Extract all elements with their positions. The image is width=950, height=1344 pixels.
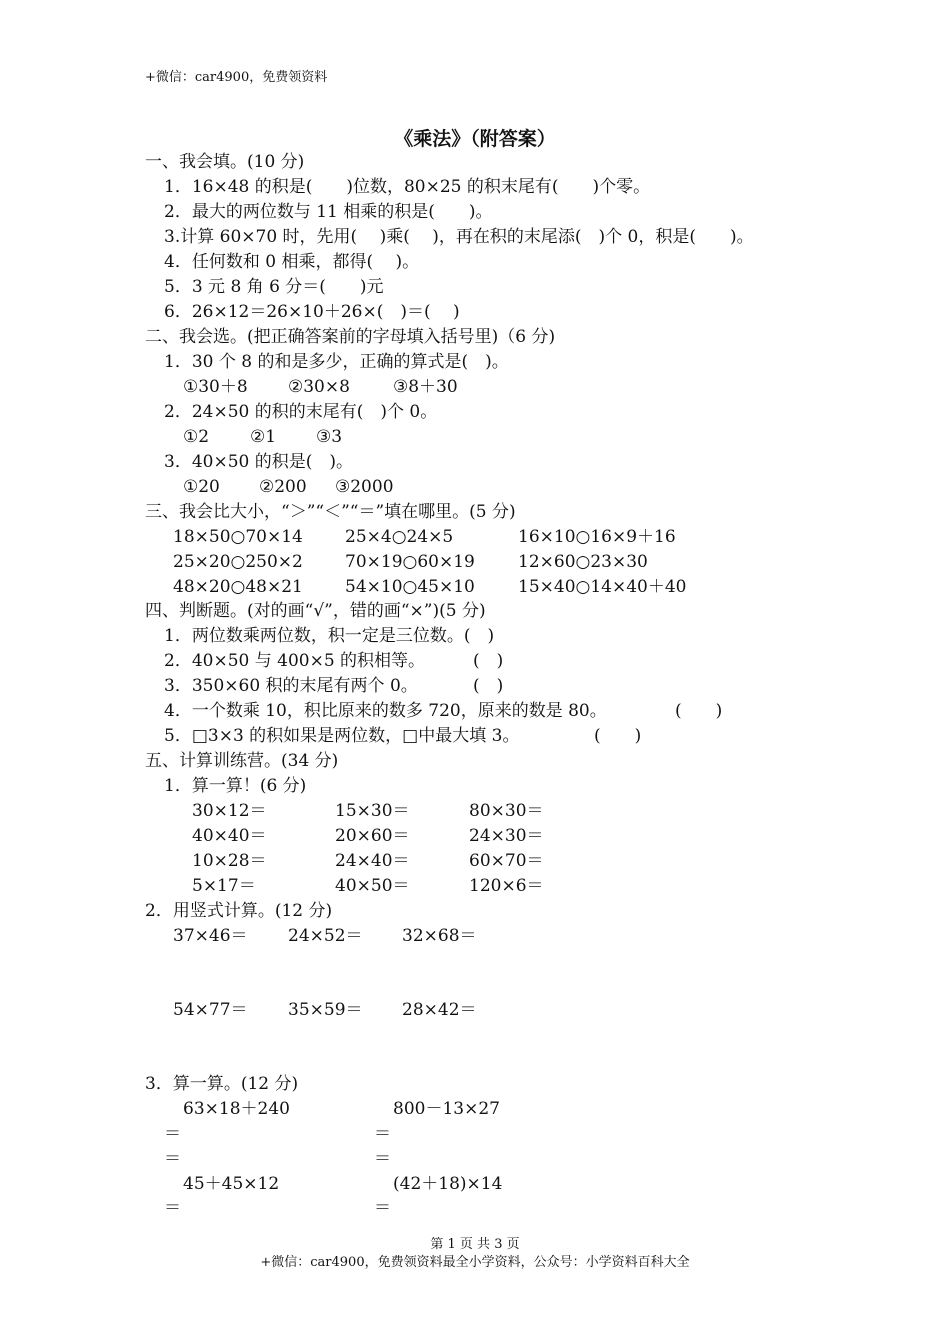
s2-q3-option-2: ②200 xyxy=(259,477,307,497)
calc-item: 10×28＝ xyxy=(192,851,267,871)
s1-question-6: 6．26×12＝26×10＋26×( )＝( ) xyxy=(164,302,460,322)
compare-item: 12×60○23×30 xyxy=(518,552,648,572)
section-2-heading: 二、我会选。(把正确答案前的字母填入括号里)（6 分) xyxy=(145,327,556,347)
s4-q3-bracket: ( ) xyxy=(473,676,504,696)
s4-q5-bracket: ( ) xyxy=(594,726,642,746)
page-number: 第 1 页 共 3 页 xyxy=(430,1237,520,1252)
s2-q1-option-1: ①30＋8 xyxy=(183,377,248,397)
equals-sign: ＝ xyxy=(164,1124,181,1144)
equals-sign: ＝ xyxy=(374,1124,391,1144)
expression-b: 800－13×27 xyxy=(393,1099,500,1119)
header-watermark: +微信：car4900，免费领资料 xyxy=(145,70,328,85)
section-5-heading: 五、计算训练营。(34 分) xyxy=(145,751,339,771)
section-4-heading: 四、判断题。(对的画“√”，错的画“×”)(5 分) xyxy=(145,601,486,621)
s2-question-3: 3．40×50 的积是( )。 xyxy=(164,452,353,472)
s2-q1-option-2: ②30×8 xyxy=(288,377,350,397)
section-3-heading: 三、我会比大小，“＞”“＜”“＝”填在哪里。(5 分) xyxy=(145,502,516,522)
calc-item: 60×70＝ xyxy=(469,851,544,871)
s4-question-1: 1．两位数乘两位数，积一定是三位数。( ) xyxy=(164,626,495,646)
calc-item: 30×12＝ xyxy=(192,801,267,821)
vertical-calc-item: 24×52＝ xyxy=(288,926,363,946)
compare-item: 25×4○24×5 xyxy=(345,527,454,547)
s4-q2-bracket: ( ) xyxy=(473,651,504,671)
vertical-calc-item: 37×46＝ xyxy=(173,926,248,946)
s2-q2-option-2: ②1 xyxy=(250,427,277,447)
s2-q2-option-3: ③3 xyxy=(316,427,343,447)
compare-item: 54×10○45×10 xyxy=(345,577,475,597)
calc-item: 120×6＝ xyxy=(469,876,544,896)
vertical-calc-item: 35×59＝ xyxy=(288,1000,363,1020)
s5-part-2-heading: 2．用竖式计算。(12 分) xyxy=(145,901,333,921)
footer-watermark: +微信：car4900，免费领资料最全小学资料，公众号：小学资料百科大全 xyxy=(260,1255,690,1270)
compare-item: 15×40○14×40＋40 xyxy=(518,577,687,597)
calc-item: 40×50＝ xyxy=(335,876,410,896)
section-1-heading: 一、我会填。(10 分) xyxy=(145,152,305,172)
s1-question-4: 4．任何数和 0 相乘，都得( )。 xyxy=(164,252,420,272)
compare-item: 18×50○70×14 xyxy=(173,527,303,547)
s1-question-5: 5．3 元 8 角 6 分＝( )元 xyxy=(164,277,384,297)
s4-q4-bracket: ( ) xyxy=(675,701,723,721)
expression-c: 45＋45×12 xyxy=(183,1174,280,1194)
calc-item: 24×30＝ xyxy=(469,826,544,846)
vertical-calc-item: 28×42＝ xyxy=(402,1000,477,1020)
s2-q2-option-1: ①2 xyxy=(183,427,210,447)
s4-question-5: 5．□3×3 的积如果是两位数，□中最大填 3。 xyxy=(164,726,520,746)
s2-q3-option-3: ③2000 xyxy=(335,477,394,497)
calc-item: 5×17＝ xyxy=(192,876,256,896)
s4-question-3: 3．350×60 积的末尾有两个 0。 xyxy=(164,676,418,696)
compare-item: 16×10○16×9＋16 xyxy=(518,527,676,547)
expression-a: 63×18＋240 xyxy=(183,1099,290,1119)
s4-question-4: 4．一个数乘 10，积比原来的数多 720，原来的数是 80。 xyxy=(164,701,607,721)
compare-item: 25×20○250×2 xyxy=(173,552,303,572)
page-title: 《乘法》（附答案） xyxy=(394,128,556,150)
vertical-calc-item: 32×68＝ xyxy=(402,926,477,946)
s2-q3-option-1: ①20 xyxy=(183,477,220,497)
equals-sign: ＝ xyxy=(164,1149,181,1169)
s2-question-2: 2．24×50 的积的末尾有( )个 0。 xyxy=(164,402,438,422)
s1-question-3: 3.计算 60×70 时，先用( )乘( )，再在积的末尾添( )个 0，积是( )。 xyxy=(164,227,754,247)
compare-item: 70×19○60×19 xyxy=(345,552,475,572)
equals-sign: ＝ xyxy=(164,1198,181,1218)
s4-question-2: 2．40×50 与 400×5 的积相等。 xyxy=(164,651,426,671)
s1-question-1: 1．16×48 的积是( )位数，80×25 的积末尾有( )个零。 xyxy=(164,177,651,197)
calc-item: 40×40＝ xyxy=(192,826,267,846)
calc-item: 24×40＝ xyxy=(335,851,410,871)
equals-sign: ＝ xyxy=(374,1149,391,1169)
s2-question-1: 1．30 个 8 的和是多少，正确的算式是( )。 xyxy=(164,352,509,372)
s5-part-3-heading: 3．算一算。(12 分) xyxy=(145,1074,299,1094)
vertical-calc-item: 54×77＝ xyxy=(173,1000,248,1020)
s1-question-2: 2．最大的两位数与 11 相乘的积是( )。 xyxy=(164,202,493,222)
s2-q1-option-3: ③8＋30 xyxy=(393,377,458,397)
calc-item: 20×60＝ xyxy=(335,826,410,846)
expression-d: (42＋18)×14 xyxy=(393,1174,503,1194)
compare-item: 48×20○48×21 xyxy=(173,577,303,597)
equals-sign: ＝ xyxy=(374,1198,391,1218)
s5-part-1-heading: 1．算一算！(6 分) xyxy=(164,776,307,796)
calc-item: 15×30＝ xyxy=(335,801,410,821)
calc-item: 80×30＝ xyxy=(469,801,544,821)
